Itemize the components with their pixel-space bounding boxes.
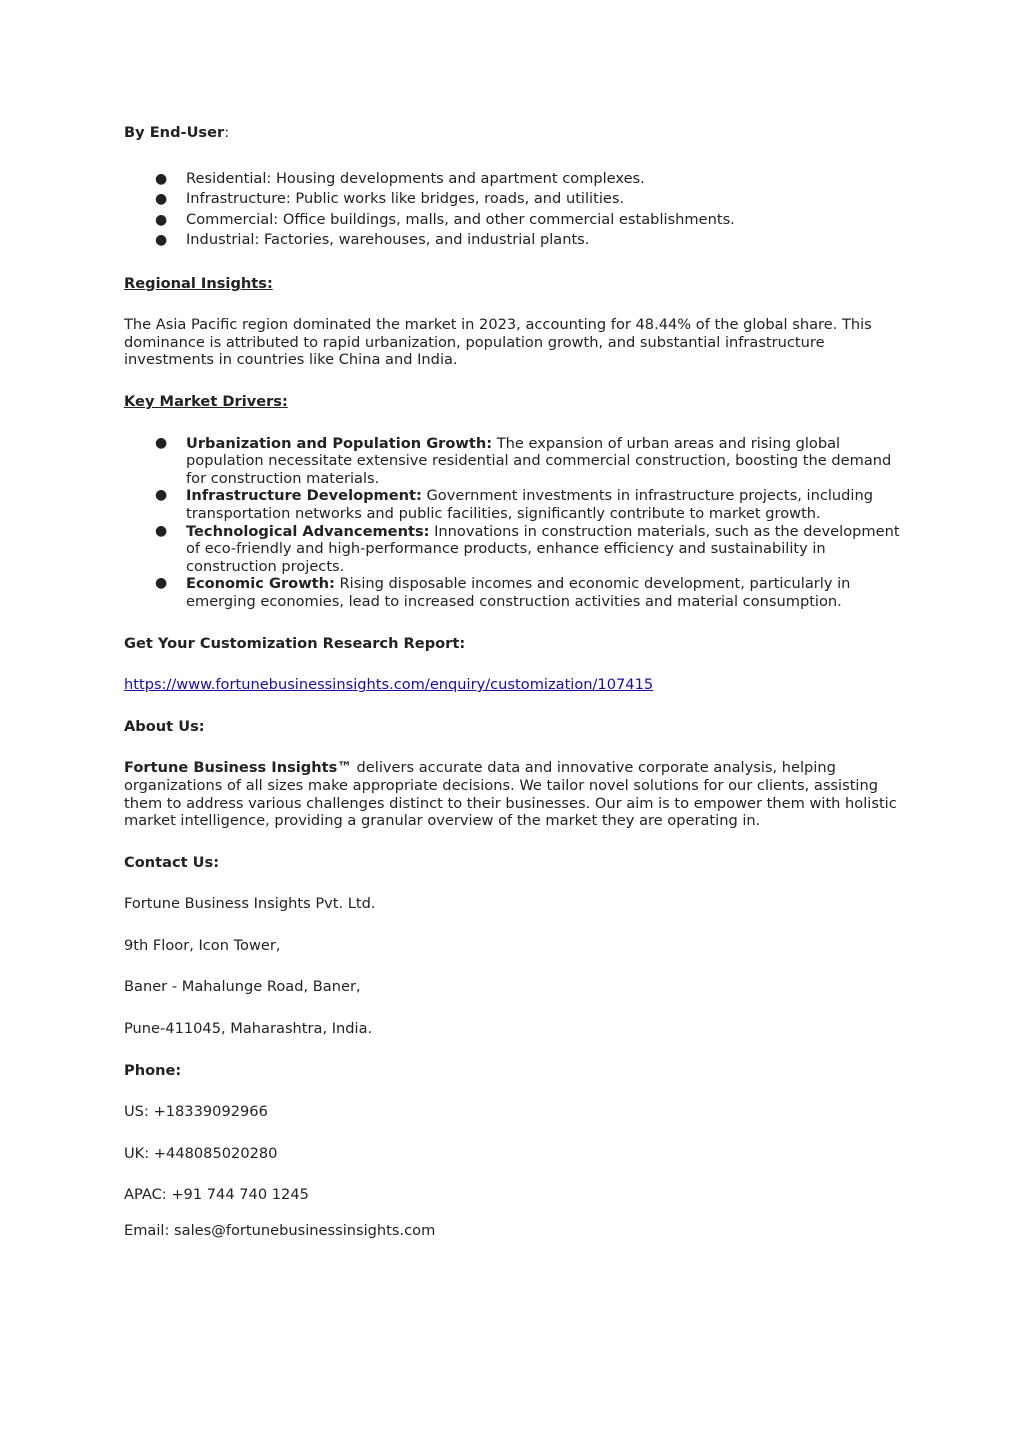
drivers-list [124,435,904,611]
list-item [124,189,904,209]
driver-text: Innovations in construction materials, such as the development of eco-friendly and high-performance products, enhance efficiency and sustainability in construction projects. [186,522,900,575]
driver-title: Economic Growth: [186,575,335,593]
customization-report-link[interactable]: https://www.fortunebusinessinsights.com/enquiry/customization/107415 [124,676,654,694]
phone-apac: APAC: +91 744 740 1245 [124,1186,309,1204]
end-user-item-industrial: Industrial: Factories, warehouses, and industrial plants. [186,231,590,249]
driver-title: Urbanization and Population Growth: [186,434,493,452]
list-item [124,435,904,488]
contact-address-line-2: Baner - Mahalunge Road, Baner, [124,978,361,996]
list-item [124,169,904,189]
key-market-drivers-heading: Key Market Drivers: [124,393,288,410]
about-us-body [124,759,904,829]
bullet-icon: ● [155,171,168,187]
contact-company: Fortune Business Insights Pvt. Ltd. [124,895,376,913]
contact-address-line-1: 9th Floor, Icon Tower, [124,936,281,954]
about-us-heading: About Us: [124,717,205,735]
end-user-item-residential: Residential: Housing developments and apartment complexes. [186,170,645,187]
end-user-item-commercial: Commercial: Office buildings, malls, and other commercial establishments. [186,210,735,228]
bullet-icon: ● [155,434,168,451]
contact-us-heading: Contact Us: [124,853,220,871]
contact-email: Email: sales@fortunebusinessinsights.com [124,1222,436,1240]
end-user-heading-line [124,124,904,142]
document-page [124,124,904,1240]
list-item [124,487,904,522]
bullet-icon: ● [155,522,168,539]
end-user-heading: By End-User [124,124,225,141]
regional-insights-body: The Asia Pacific region dominated the market in 2023, accounting for 48.44% of the global share. This dominance is attributed to rapid urbanization, population growth, and substantial infrastructure investments in countries like China and India. [124,316,872,369]
phone-uk: UK: +448085020280 [124,1144,278,1162]
driver-text: Rising disposable incomes and economic development, particularly in emerging economies, lead to increased construction activities and material consumption. [186,575,851,610]
end-user-item-infrastructure: Infrastructure: Public works like bridges, roads, and utilities. [186,190,625,208]
phone-heading: Phone: [124,1061,182,1079]
list-item [124,575,904,610]
end-user-list [124,169,904,251]
driver-text: Government investments in infrastructure projects, including transportation networks and public facilities, significantly contribute to market growth. [186,487,873,522]
driver-title: Infrastructure Development: [186,487,422,505]
list-item [124,523,904,576]
customization-heading: Get Your Customization Research Report: [124,634,466,652]
bullet-icon: ● [155,487,168,504]
phone-us: US: +18339092966 [124,1103,268,1121]
bullet-icon: ● [155,575,168,592]
bullet-icon: ● [155,232,168,249]
bullet-icon: ● [155,211,168,228]
list-item [124,230,904,250]
driver-text: The expansion of urban areas and rising global population necessitate extensive residential and commercial construction, boosting the demand for construction materials. [186,434,892,487]
contact-address-line-3: Pune-411045, Maharashtra, India. [124,1020,373,1038]
about-us-text: delivers accurate data and innovative corporate analysis, helping organizations of all sizes make appropriate decisions. We tailor novel solutions for our clients, assisting them to address various challenges distinct to their businesses. Our aim is to empower them with holistic market intelligence, providing a granular overview of the market they are operating in. [124,759,897,830]
bullet-icon: ● [155,191,168,208]
driver-title: Technological Advancements: [186,522,430,540]
about-brand-name: Fortune Business Insights™ [124,759,352,777]
end-user-heading-colon: : [224,124,230,141]
list-item [124,210,904,230]
regional-insights-heading: Regional Insights: [124,274,273,292]
